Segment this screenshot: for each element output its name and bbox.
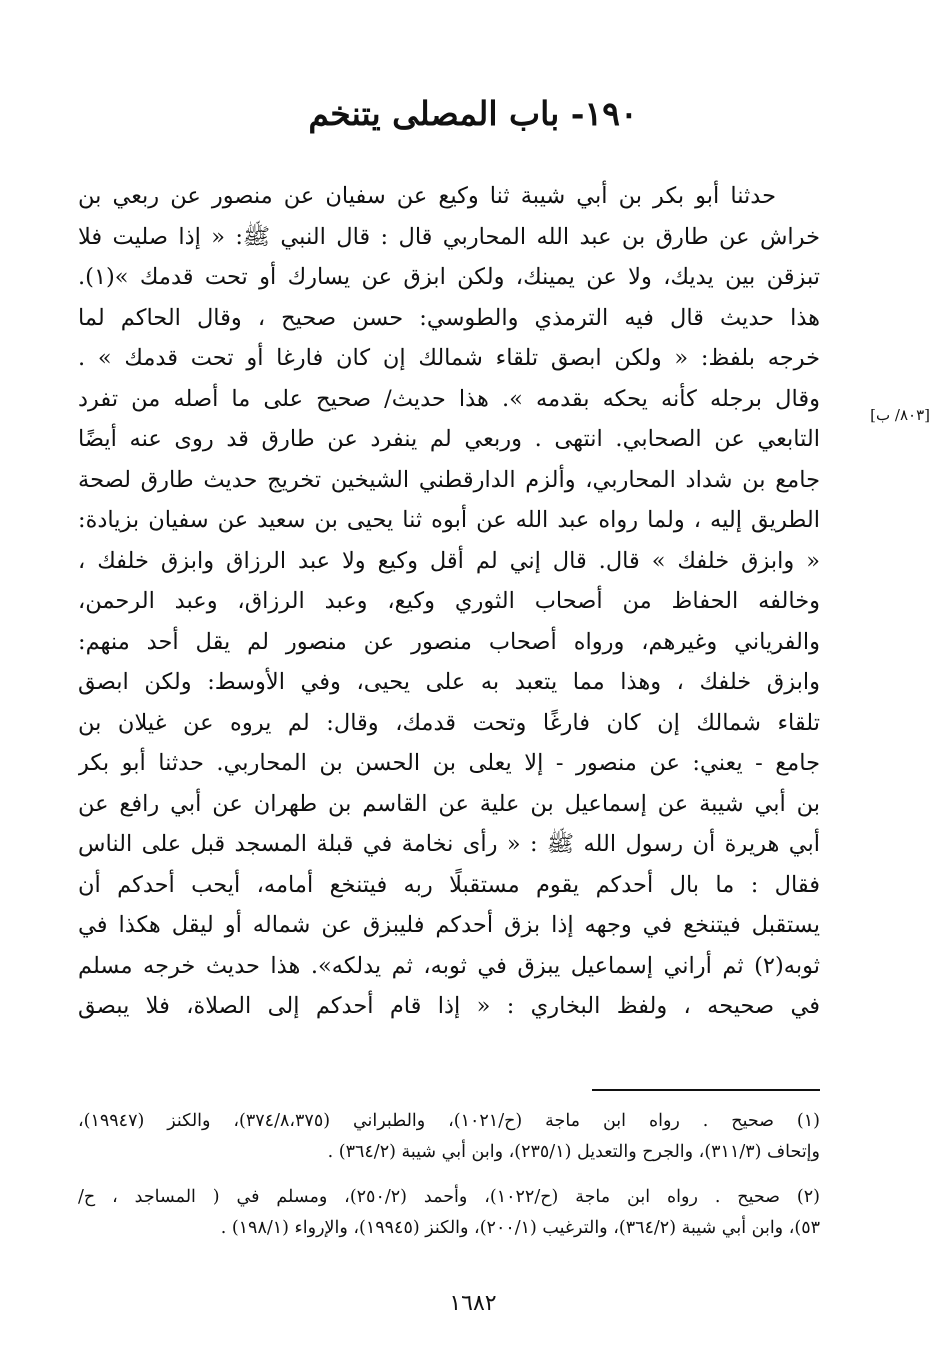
page-number: ١٦٨٢ bbox=[449, 1291, 497, 1316]
footnotes bbox=[78, 1106, 820, 1258]
footnote-line: وإتحاف (٣١١/٣)، والجرح والتعديل (٢٣٥/١)، وابن أبي شيبة (٣٦٤/٢) . bbox=[327, 1142, 820, 1162]
text-line: التابعي عن الصحابي. انتهى . وربعي لم ينفرد عن طارق قد روى عنه أيضًا bbox=[78, 426, 820, 452]
footnote-separator bbox=[592, 1089, 820, 1091]
text-line: تلقاء شمالك إن كان فارغًا وتحت قدمك، وقال: لم يروه عن غيلان بن bbox=[78, 709, 820, 736]
text-line: هذا حديث قال فيه الترمذي والطوسي: حسن صحيح ، وقال الحاكم لما bbox=[78, 304, 820, 331]
margin-folio-note: [٨٠٣/ ب] bbox=[870, 406, 930, 424]
text-line: « وابزق خلفك » قال. قال إني لم أقل وكيع ولا عبد الرزاق وابزق خلفك ، bbox=[78, 547, 820, 574]
text-line: أبي هريرة أن رسول الله ﷺ : « رأى نخامة في قبلة المسجد قبل على الناس bbox=[78, 831, 820, 857]
text-line: خراش عن طارق بن عبد الله المحاربي قال : قال النبي ﷺ: « إذا صليت فلا bbox=[78, 223, 820, 250]
footnote-line: (٢) صحيح . رواه ابن ماجة (ح/١٠٢٢)، وأحمد (٢٥٠/٢)، ومسلم في ( المساجد ، ح/ bbox=[78, 1187, 820, 1207]
text-line: وابزق خلفك ، وهذا مما يتعبد به على يحيى، وفي الأوسط: ولكن ابصق bbox=[78, 669, 820, 695]
footnote-2 bbox=[78, 1182, 820, 1244]
text-line: بن أبي شيبة عن إسماعيل بن علية عن القاسم بن طهران عن أبي رافع عن bbox=[78, 790, 820, 817]
text-line: تبزقن بين يديك، ولا عن يمينك، ولكن ابزق عن يسارك أو تحت قدمك »(١). bbox=[78, 264, 820, 290]
text-line: الطريق إليه ، ولما رواه عبد الله عن أبوه ثنا يحيى بن سعيد عن سفيان بزيادة: bbox=[78, 507, 820, 533]
text-line: حدثنا أبو بكر بن أبي شيبة ثنا وكيع عن سفيان عن منصور عن ربعي بن bbox=[78, 183, 776, 209]
chapter-title: ١٩٠- باب المصلى يتنخم bbox=[308, 94, 638, 133]
text-line: وخالفه الحفاظ من أصحاب الثوري وكيع، وعبد الرزاق، وعبد الرحمن، bbox=[78, 588, 820, 614]
text-line: جامع - يعني: عن منصور - إلا يعلى بن الحسن بن المحاربي. حدثنا أبو بكر bbox=[78, 750, 820, 776]
text-line: يستقبل فيتنخع في وجهه إذا بزق أحدكم فليبزق عن شماله أو ليقل هكذا في bbox=[78, 912, 820, 938]
text-line: ثوبه(٢) ثم أراني إسماعيل يبزق في ثوبه، ثم يدلكه». هذا حديث خرجه مسلم bbox=[78, 952, 820, 979]
footnote-line: (١) صحيح . رواه ابن ماجة (ح/١٠٢١)، والطبراني (٣٧٤/٨،٣٧٥)، والكنز (١٩٩٤٧)، bbox=[78, 1111, 820, 1131]
text-line: في صحيحه ، ولفظ البخاري : « إذا قام أحدكم إلى الصلاة، فلا يبصق bbox=[78, 993, 820, 1019]
text-line: جامع بن شداد المحاربي، وألزم الدارقطني الشيخين تخريج حديث طارق لصحة bbox=[78, 466, 820, 493]
text-line: وقال برجله كأنه يحكه بقدمه ». هذا حديث/ صحيح على ما أصله من تفرد bbox=[78, 385, 820, 412]
footnote-line: ٥٣)، وابن أبي شيبة (٣٦٤/٢)، والترغيب (٢٠٠/١)، والكنز (١٩٩٤٥)، والإرواء (١٩٨/١) . bbox=[220, 1218, 820, 1238]
text-line: خرجه بلفظ: « ولكن ابصق تلقاء شمالك إن كان فارغا أو تحت قدمك » . bbox=[78, 345, 820, 371]
text-line: والفرياني وغيرهم، ورواه أصحاب منصور عن منصور لم يقل أحد منهم: bbox=[78, 628, 820, 655]
footnote-1 bbox=[78, 1106, 820, 1168]
main-text bbox=[78, 176, 820, 1027]
text-line: فقال : ما بال أحدكم يقوم مستقبلًا ربه فيتنخع أمامه، أيحب أحدكم أن bbox=[78, 871, 820, 898]
